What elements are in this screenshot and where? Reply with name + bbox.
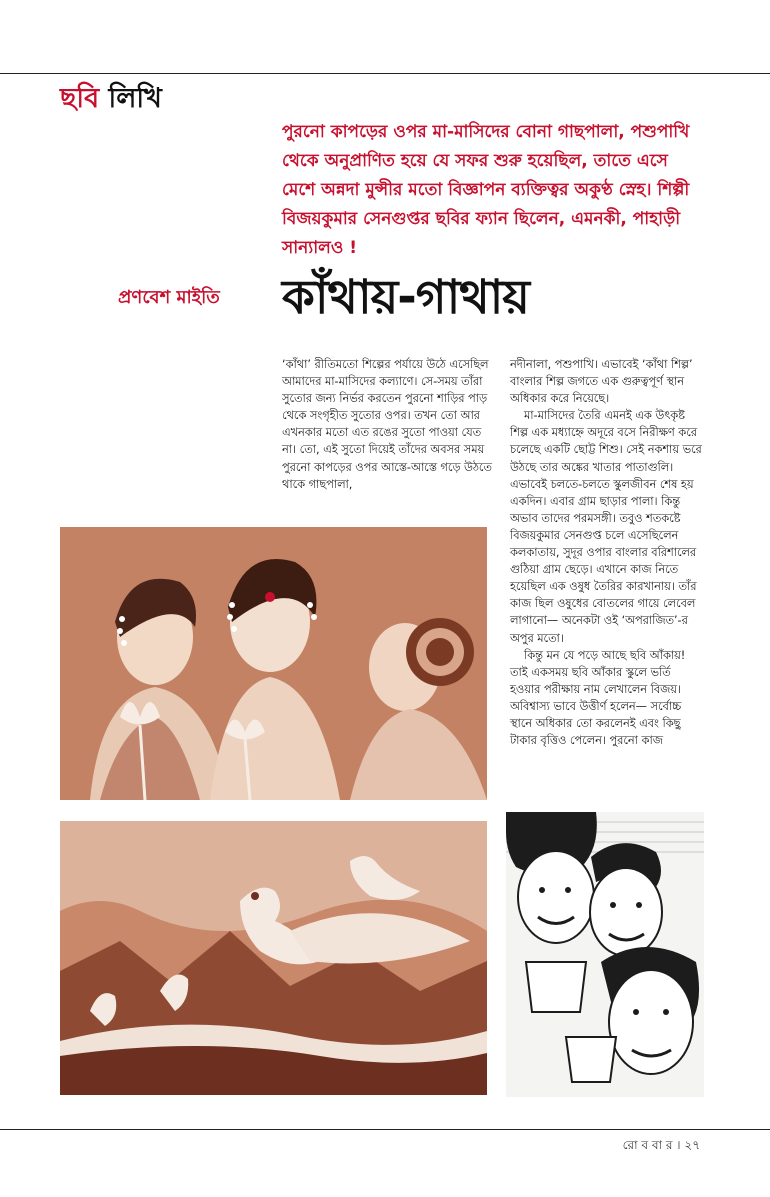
bottom-rule: [0, 1129, 770, 1130]
advertisement-illustration: [506, 812, 704, 1097]
body-column-2: [510, 356, 704, 749]
author-byline: প্রণবেশ মাইতি: [118, 287, 220, 308]
body-paragraph: কিন্তু মন যে পড়ে আছে ছবি আঁকায়! তাই একসময় ছবি আঁকার স্কুলে ভর্তি হওয়ার পরীক্ষায় নাম লেখালেন বিজয়। অবিশ্বাস্য ভাবে উত্তীর্ণ হলেন— সর্বোচ্চ স্থানে অধিকার তো করলেনই এবং কিছু টাকার বৃত্তিও পেলেন। পুরনো কাজ: [510, 648, 686, 748]
section-title: [60, 82, 162, 116]
section-title-word-1: ছবি: [60, 83, 100, 114]
body-paragraph: নদীনালা, পশুপাখি। এভাবেই ‘কাঁথা শিল্প’ বাংলার শিল্প জগতে এক গুরুত্বপূর্ণ স্থান অধিকার করে নিয়েছে।: [510, 358, 693, 406]
intro-standfirst: পুরনো কাপড়ের ওপর মা-মাসিদের বোনা গাছপালা, পশুপাখি থেকে অনুপ্রাণিত হয়ে যে সফর শুরু হয়েছিল, তাতে এসে মেশে অন্নদা মুন্সীর মতো বিজ্ঞাপন ব্যক্তিত্বর অকুণ্ঠ স্নেহ। শিল্পী বিজয়কুমার সেনগুপ্তর ছবির ফ্যান ছিলেন, এমনকী, পাহাড়ী সান্যালও !: [282, 122, 690, 258]
page-folio: রো ব বা র । ২৭: [622, 1138, 700, 1152]
painting-peacocks: [60, 821, 487, 1095]
body-paragraph: মা-মাসিদের তৈরি এমনই এক উৎকৃষ্ট শিল্প এক মধ্যাহ্নে অদূরে বসে নিরীক্ষণ করে চলেছে একটি ছোট্ট শিশু। সেই নকশায় ভরে উঠছে তার অঙ্কের খাতার পাতাগুলি। এভাবেই চলতে-চলতে স্কুলজীবন শেষ হয় একদিন। এবার গ্রাম ছাড়ার পালা। কিন্তু অভাব তাদের পরমসঙ্গী। তবুও শতকষ্টে বিজয়কুমার সেনগুপ্ত চলে এসেছিলেন কলকাতায়, সুদূর ওপার বাংলার বরিশালের গুঠিয়া গ্রাম ছেড়ে। এখানে কাজ নিতে হয়েছিল এক ওষুধ তৈরির কারখানায়। তাঁর কাজ ছিল ওষুধের বোতলের গায়ে লেবেল লাগানো— অনেকটা ওই ‘অপরাজিত’-র অপুর মতো।: [510, 409, 702, 645]
section-title-word-2: লিখি: [108, 83, 162, 114]
article-headline: কাঁথায়-গাথায়: [282, 270, 529, 325]
body-column-1: ‘কাঁথা’ রীতিমতো শিল্পের পর্যায়ে উঠে এসেছিল আমাদের মা-মাসিদের কল্যাণে। সে-সময় তাঁরা সুতোর জন্য নির্ভর করতেন পুরনো শাড়ির পাড় থেকে সংগৃহীত সুতোর ওপর। তখন তো আর এখনকার মতো এত রঙের সুতো পাওয়া যেত না। তো, এই সুতো দিয়েই তাঁদের অবসর সময় পুরনো কাপড়ের ওপর আস্তে-আস্তে গড়ে উঠতে থাকে গাছপালা,: [282, 358, 492, 491]
top-rule: [0, 73, 770, 74]
painting-three-women: [60, 527, 487, 800]
